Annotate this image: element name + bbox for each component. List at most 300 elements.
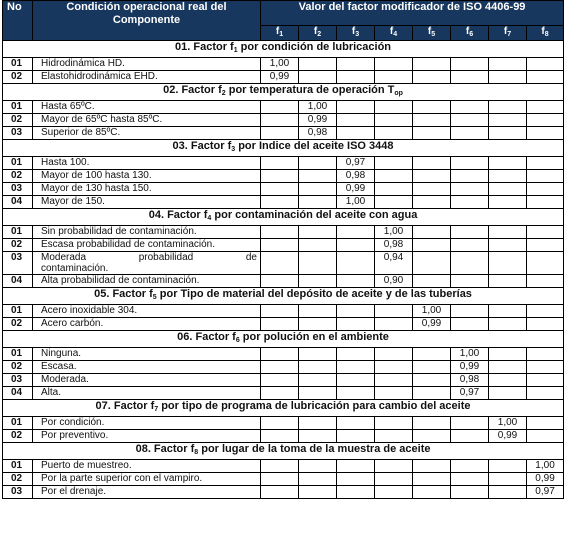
factor-table <box>2 0 564 499</box>
empty-cell <box>527 275 564 288</box>
section-title-sub: 6 <box>235 337 240 344</box>
factor-value: 0,99 <box>451 361 489 374</box>
section-title-pre: 03. Factor f <box>172 140 232 152</box>
empty-cell <box>261 101 299 114</box>
description-word: Moderada <box>41 252 87 263</box>
empty-cell <box>527 101 564 114</box>
table-row <box>3 460 564 473</box>
table-row <box>3 318 564 331</box>
factor-letter: f <box>275 26 280 37</box>
row-number: 02 <box>3 71 33 84</box>
empty-cell <box>413 473 451 486</box>
empty-cell <box>451 305 489 318</box>
empty-cell <box>299 305 337 318</box>
empty-cell <box>489 170 527 183</box>
factor-value: 1,00 <box>337 196 375 209</box>
empty-cell <box>489 196 527 209</box>
section-title-post: por temperatura de operación T <box>225 84 395 96</box>
row-number: 03 <box>3 127 33 140</box>
empty-cell <box>413 486 451 499</box>
empty-cell <box>451 114 489 127</box>
empty-cell <box>489 127 527 140</box>
empty-cell <box>451 71 489 84</box>
factor-value: 0,98 <box>299 127 337 140</box>
factor-value: 0,98 <box>451 374 489 387</box>
factor-subscript: 2 <box>317 31 322 38</box>
factor-subscript: 7 <box>507 31 512 38</box>
factor-value: 1,00 <box>527 460 564 473</box>
empty-cell <box>337 374 375 387</box>
empty-cell <box>527 58 564 71</box>
empty-cell <box>299 71 337 84</box>
table-row <box>3 196 564 209</box>
empty-cell <box>299 183 337 196</box>
empty-cell <box>527 361 564 374</box>
section-title-row <box>3 209 564 226</box>
factor-value: 0,99 <box>337 183 375 196</box>
table-row <box>3 101 564 114</box>
empty-cell <box>527 226 564 239</box>
factor-subscript: 5 <box>431 31 436 38</box>
empty-cell <box>489 374 527 387</box>
empty-cell <box>451 430 489 443</box>
section-title-sub: 4 <box>207 215 212 222</box>
empty-cell <box>337 318 375 331</box>
factor-value: 0,97 <box>451 387 489 400</box>
empty-cell <box>489 348 527 361</box>
row-number: 04 <box>3 196 33 209</box>
factor-letter: f <box>465 26 470 37</box>
factor-value: 1,00 <box>451 348 489 361</box>
empty-cell <box>413 252 451 275</box>
empty-cell <box>337 348 375 361</box>
empty-cell <box>489 71 527 84</box>
empty-cell <box>261 361 299 374</box>
empty-cell <box>261 460 299 473</box>
row-description: Hasta 65ºC. <box>33 101 261 114</box>
table-body <box>3 41 564 499</box>
empty-cell <box>451 417 489 430</box>
empty-cell <box>261 348 299 361</box>
empty-cell <box>337 430 375 443</box>
empty-cell <box>413 239 451 252</box>
section-title-post: por Indice del aceite ISO 3448 <box>235 140 394 152</box>
row-description: Hasta 100. <box>33 157 261 170</box>
empty-cell <box>451 473 489 486</box>
row-number: 02 <box>3 361 33 374</box>
section-title-row <box>3 400 564 417</box>
factor-letter: f <box>389 26 394 37</box>
factor-value: 0,97 <box>527 486 564 499</box>
empty-cell <box>261 239 299 252</box>
row-number: 03 <box>3 374 33 387</box>
empty-cell <box>413 157 451 170</box>
factor-letter: f <box>313 26 318 37</box>
empty-cell <box>299 239 337 252</box>
table-row <box>3 417 564 430</box>
empty-cell <box>337 71 375 84</box>
empty-cell <box>375 361 413 374</box>
empty-cell <box>299 361 337 374</box>
empty-cell <box>527 374 564 387</box>
row-number: 01 <box>3 348 33 361</box>
empty-cell <box>337 226 375 239</box>
empty-cell <box>413 430 451 443</box>
factor-letter: f <box>427 26 432 37</box>
empty-cell <box>299 275 337 288</box>
factor-value: 0,99 <box>527 473 564 486</box>
empty-cell <box>261 114 299 127</box>
empty-cell <box>337 275 375 288</box>
description-word: de <box>245 252 257 263</box>
factor-header-f1 <box>261 26 299 41</box>
empty-cell <box>489 239 527 252</box>
empty-cell <box>451 183 489 196</box>
empty-cell <box>261 226 299 239</box>
factor-subscript: 1 <box>279 31 284 38</box>
row-description: Acero inoxidable 304. <box>33 305 261 318</box>
table-row <box>3 183 564 196</box>
empty-cell <box>299 430 337 443</box>
table-row <box>3 114 564 127</box>
factor-value: 0,94 <box>375 252 413 275</box>
factor-header-f2 <box>299 26 337 41</box>
row-description: Por condición. <box>33 417 261 430</box>
empty-cell <box>413 170 451 183</box>
empty-cell <box>375 417 413 430</box>
empty-cell <box>337 417 375 430</box>
factor-value: 0,98 <box>337 170 375 183</box>
section-title-post: por tipo de programa de lubricación para cambio del aceite <box>158 400 471 412</box>
empty-cell <box>299 157 337 170</box>
empty-cell <box>337 239 375 252</box>
row-number: 01 <box>3 417 33 430</box>
empty-cell <box>375 387 413 400</box>
section-title-sub: 2 <box>221 90 226 97</box>
section-title <box>3 209 564 226</box>
factor-subscript: 3 <box>355 31 360 38</box>
section-title-post: por condición de lubricación <box>237 41 392 53</box>
empty-cell <box>451 275 489 288</box>
empty-cell <box>375 305 413 318</box>
empty-cell <box>375 460 413 473</box>
empty-cell <box>375 486 413 499</box>
empty-cell <box>299 170 337 183</box>
empty-cell <box>527 252 564 275</box>
empty-cell <box>299 58 337 71</box>
empty-cell <box>413 101 451 114</box>
section-title-row <box>3 41 564 58</box>
empty-cell <box>489 305 527 318</box>
empty-cell <box>413 374 451 387</box>
factor-header-f4 <box>375 26 413 41</box>
row-number: 01 <box>3 226 33 239</box>
section-title-sub: 7 <box>154 406 159 413</box>
empty-cell <box>337 460 375 473</box>
empty-cell <box>451 127 489 140</box>
empty-cell <box>527 114 564 127</box>
section-title-sub: 3 <box>231 146 236 153</box>
empty-cell <box>451 226 489 239</box>
empty-cell <box>375 71 413 84</box>
empty-cell <box>337 305 375 318</box>
empty-cell <box>261 374 299 387</box>
section-title-row <box>3 443 564 460</box>
empty-cell <box>451 157 489 170</box>
empty-cell <box>527 196 564 209</box>
empty-cell <box>413 127 451 140</box>
section-title-post: por polución en el ambiente <box>239 331 389 343</box>
empty-cell <box>375 374 413 387</box>
section-title-sub: 5 <box>152 294 157 301</box>
row-description: Por preventivo. <box>33 430 261 443</box>
factor-value: 0,99 <box>413 318 451 331</box>
description-word: probabilidad <box>138 252 194 263</box>
empty-cell <box>261 275 299 288</box>
section-title <box>3 331 564 348</box>
empty-cell <box>451 58 489 71</box>
empty-cell <box>299 387 337 400</box>
empty-cell <box>299 417 337 430</box>
row-number: 03 <box>3 486 33 499</box>
section-title-sub: 8 <box>194 449 199 456</box>
row-description: Alta. <box>33 387 261 400</box>
factor-value: 0,99 <box>261 71 299 84</box>
header-row <box>3 1 564 26</box>
factor-value: 0,97 <box>337 157 375 170</box>
empty-cell <box>299 226 337 239</box>
row-number: 01 <box>3 157 33 170</box>
row-description: Mayor de 65ºC hasta 85ºC. <box>33 114 261 127</box>
factor-value: 1,00 <box>299 101 337 114</box>
factor-header-f3 <box>337 26 375 41</box>
row-description: Ninguna. <box>33 348 261 361</box>
empty-cell <box>527 157 564 170</box>
empty-cell <box>489 114 527 127</box>
empty-cell <box>299 473 337 486</box>
row-description <box>33 252 261 275</box>
table-row <box>3 275 564 288</box>
row-number: 02 <box>3 430 33 443</box>
empty-cell <box>337 473 375 486</box>
empty-cell <box>527 183 564 196</box>
table-row <box>3 361 564 374</box>
factor-value: 0,98 <box>375 239 413 252</box>
empty-cell <box>375 318 413 331</box>
row-number: 04 <box>3 275 33 288</box>
empty-cell <box>489 275 527 288</box>
empty-cell <box>527 170 564 183</box>
empty-cell <box>261 387 299 400</box>
empty-cell <box>413 196 451 209</box>
empty-cell <box>337 252 375 275</box>
factor-header-f8 <box>527 26 564 41</box>
row-description: Moderada. <box>33 374 261 387</box>
row-description: Superior de 85ºC. <box>33 127 261 140</box>
section-title-pre: 02. Factor f <box>163 84 222 96</box>
empty-cell <box>337 361 375 374</box>
empty-cell <box>527 348 564 361</box>
empty-cell <box>261 127 299 140</box>
empty-cell <box>299 460 337 473</box>
empty-cell <box>413 460 451 473</box>
factor-subscript: 8 <box>544 31 549 38</box>
empty-cell <box>261 157 299 170</box>
section-title-row <box>3 288 564 305</box>
empty-cell <box>451 318 489 331</box>
section-title-pre: 07. Factor f <box>95 400 155 412</box>
empty-cell <box>413 387 451 400</box>
table-row <box>3 374 564 387</box>
empty-cell <box>299 374 337 387</box>
section-title <box>3 443 564 460</box>
table-row <box>3 127 564 140</box>
row-description: Hidrodinámica HD. <box>33 58 261 71</box>
table-row <box>3 58 564 71</box>
empty-cell <box>489 486 527 499</box>
empty-cell <box>451 170 489 183</box>
row-description: Elastohidrodinámica EHD. <box>33 71 261 84</box>
empty-cell <box>261 473 299 486</box>
row-number: 02 <box>3 318 33 331</box>
empty-cell <box>451 460 489 473</box>
empty-cell <box>451 101 489 114</box>
section-title-row <box>3 331 564 348</box>
factor-value: 0,90 <box>375 275 413 288</box>
section-title-row <box>3 140 564 157</box>
empty-cell <box>261 196 299 209</box>
empty-cell <box>489 387 527 400</box>
row-number: 02 <box>3 170 33 183</box>
header-condition: Condición operacional real del Componente <box>33 1 261 41</box>
row-number: 04 <box>3 387 33 400</box>
empty-cell <box>413 226 451 239</box>
section-title-post: por lugar de la toma de la muestra de aceite <box>198 443 431 455</box>
empty-cell <box>413 361 451 374</box>
empty-cell <box>451 239 489 252</box>
empty-cell <box>527 417 564 430</box>
empty-cell <box>375 473 413 486</box>
section-title-sub2: op <box>394 90 403 97</box>
factor-value: 1,00 <box>489 417 527 430</box>
empty-cell <box>413 183 451 196</box>
section-title <box>3 41 564 58</box>
row-number: 02 <box>3 239 33 252</box>
row-number: 01 <box>3 460 33 473</box>
table-row <box>3 348 564 361</box>
empty-cell <box>261 252 299 275</box>
empty-cell <box>299 486 337 499</box>
empty-cell <box>261 305 299 318</box>
row-description: Puerto de muestreo. <box>33 460 261 473</box>
section-title-post: por contaminación del aceite con agua <box>211 209 418 221</box>
table-row <box>3 157 564 170</box>
section-title-pre: 08. Factor f <box>135 443 195 455</box>
factor-subscript: 4 <box>393 31 398 38</box>
empty-cell <box>375 101 413 114</box>
factor-value: 1,00 <box>261 58 299 71</box>
section-title-post: por Tipo de material del depósito de aceite y de las tuberías <box>156 288 472 300</box>
section-title <box>3 400 564 417</box>
header-no: No <box>3 1 33 41</box>
empty-cell <box>489 157 527 170</box>
table-row <box>3 305 564 318</box>
section-title-pre: 04. Factor f <box>148 209 208 221</box>
section-title <box>3 288 564 305</box>
row-description: Mayor de 130 hasta 150. <box>33 183 261 196</box>
empty-cell <box>527 318 564 331</box>
empty-cell <box>337 127 375 140</box>
empty-cell <box>261 430 299 443</box>
empty-cell <box>527 387 564 400</box>
empty-cell <box>261 417 299 430</box>
empty-cell <box>261 183 299 196</box>
table-row <box>3 239 564 252</box>
row-number: 03 <box>3 183 33 196</box>
row-description: Sin probabilidad de contaminación. <box>33 226 261 239</box>
row-description: Acero carbón. <box>33 318 261 331</box>
table-row <box>3 486 564 499</box>
row-number: 03 <box>3 252 33 275</box>
row-number: 01 <box>3 101 33 114</box>
empty-cell <box>375 196 413 209</box>
empty-cell <box>299 348 337 361</box>
empty-cell <box>527 239 564 252</box>
row-number: 02 <box>3 114 33 127</box>
empty-cell <box>337 486 375 499</box>
empty-cell <box>261 486 299 499</box>
empty-cell <box>261 170 299 183</box>
empty-cell <box>489 318 527 331</box>
empty-cell <box>337 101 375 114</box>
empty-cell <box>375 430 413 443</box>
row-description: Mayor de 100 hasta 130. <box>33 170 261 183</box>
section-title <box>3 84 564 101</box>
empty-cell <box>489 361 527 374</box>
section-title-sub: 1 <box>233 47 238 54</box>
table-row <box>3 71 564 84</box>
empty-cell <box>527 305 564 318</box>
empty-cell <box>451 196 489 209</box>
empty-cell <box>413 71 451 84</box>
empty-cell <box>489 58 527 71</box>
factor-value: 1,00 <box>375 226 413 239</box>
empty-cell <box>451 252 489 275</box>
factor-value: 1,00 <box>413 305 451 318</box>
table-row <box>3 473 564 486</box>
factor-letter: f <box>541 26 545 37</box>
empty-cell <box>527 127 564 140</box>
description-line-2: contaminación. <box>41 263 109 274</box>
empty-cell <box>375 114 413 127</box>
empty-cell <box>489 101 527 114</box>
empty-cell <box>299 318 337 331</box>
empty-cell <box>413 417 451 430</box>
empty-cell <box>375 170 413 183</box>
row-number: 01 <box>3 58 33 71</box>
section-title <box>3 140 564 157</box>
factor-letter: f <box>351 26 356 37</box>
empty-cell <box>413 275 451 288</box>
row-number: 02 <box>3 473 33 486</box>
empty-cell <box>337 387 375 400</box>
factor-value: 0,99 <box>489 430 527 443</box>
row-number: 01 <box>3 305 33 318</box>
empty-cell <box>375 348 413 361</box>
empty-cell <box>299 196 337 209</box>
row-description: Por el drenaje. <box>33 486 261 499</box>
row-description: Mayor de 150. <box>33 196 261 209</box>
